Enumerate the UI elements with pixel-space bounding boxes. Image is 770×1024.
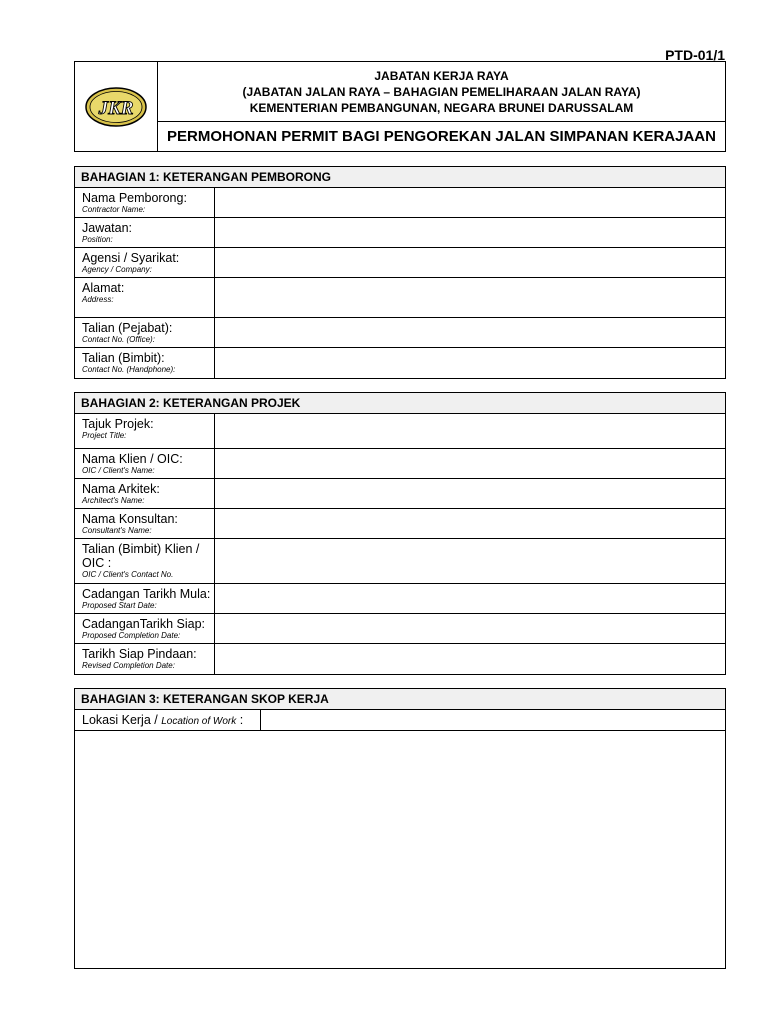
client-name-field[interactable]: [215, 449, 725, 478]
office-phone-field[interactable]: [215, 318, 725, 347]
field-label: Cadangan Tarikh Mula: Proposed Start Date:: [75, 584, 215, 613]
field-label: Talian (Pejabat): Contact No. (Office):: [75, 318, 215, 347]
start-date-field[interactable]: [215, 584, 725, 613]
logo-cell: [75, 62, 158, 151]
section-title: BAHAGIAN 3: KETERANGAN SKOP KERJA: [75, 689, 725, 710]
field-label: Jawatan: Position:: [75, 218, 215, 247]
section-work-scope: [74, 688, 726, 969]
form-row: [75, 218, 725, 248]
handphone-field[interactable]: [215, 348, 725, 378]
location-row: [75, 710, 725, 731]
field-label: Nama Konsultan: Consultant's Name:: [75, 509, 215, 538]
form-row: [75, 539, 725, 584]
form-row: [75, 509, 725, 539]
form-header: [74, 61, 726, 152]
dept-line-3: KEMENTERIAN PEMBANGUNAN, NEGARA BRUNEI DARUSSALAM: [249, 101, 634, 115]
section-project: [74, 392, 726, 675]
field-label: Talian (Bimbit): Contact No. (Handphone):: [75, 348, 215, 378]
revised-date-field[interactable]: [215, 644, 725, 674]
field-label: Nama Pemborong: Contractor Name:: [75, 188, 215, 217]
location-label: Lokasi Kerja / Location of Work :: [75, 710, 261, 730]
contractor-name-field[interactable]: [215, 188, 725, 217]
jkr-logo: [84, 84, 148, 130]
field-label: CadanganTarikh Siap: Proposed Completion Date:: [75, 614, 215, 643]
form-row: [75, 584, 725, 614]
form-title: PERMOHONAN PERMIT BAGI PENGOREKAN JALAN SIMPANAN KERAJAAN: [167, 128, 716, 145]
section-contractor: [74, 166, 726, 379]
dept-line-2: (JABATAN JALAN RAYA – BAHAGIAN PEMELIHARAAN JALAN RAYA): [242, 85, 641, 99]
dept-line-1: JABATAN KERJA RAYA: [374, 69, 509, 83]
form-row: [75, 248, 725, 278]
department-name: [158, 62, 725, 122]
form-row: [75, 188, 725, 218]
form-row: [75, 278, 725, 318]
field-label: Tajuk Projek: Project Title:: [75, 414, 215, 448]
architect-name-field[interactable]: [215, 479, 725, 508]
project-title-field[interactable]: [215, 414, 725, 448]
form-row: [75, 348, 725, 378]
consultant-name-field[interactable]: [215, 509, 725, 538]
field-label: Alamat: Address:: [75, 278, 215, 317]
location-field[interactable]: [261, 710, 725, 730]
section-title: BAHAGIAN 2: KETERANGAN PROJEK: [75, 393, 725, 414]
field-label: Talian (Bimbit) Klien / OIC : OIC / Client's Contact No.: [75, 539, 215, 583]
svg-text:JKR: JKR: [98, 98, 134, 119]
form-row: [75, 449, 725, 479]
work-scope-area[interactable]: [75, 731, 725, 968]
field-label: Nama Klien / OIC: OIC / Client's Name:: [75, 449, 215, 478]
form-row: [75, 318, 725, 348]
field-label: Tarikh Siap Pindaan: Revised Completion Date:: [75, 644, 215, 674]
agency-field[interactable]: [215, 248, 725, 277]
position-field[interactable]: [215, 218, 725, 247]
client-contact-field[interactable]: [215, 539, 725, 583]
field-label: Agensi / Syarikat: Agency / Company:: [75, 248, 215, 277]
form-row: [75, 414, 725, 449]
completion-date-field[interactable]: [215, 614, 725, 643]
form-row: [75, 644, 725, 674]
form-row: [75, 614, 725, 644]
form-row: [75, 479, 725, 509]
field-label: Nama Arkitek: Architect's Name:: [75, 479, 215, 508]
address-field[interactable]: [215, 278, 725, 317]
section-title: BAHAGIAN 1: KETERANGAN PEMBORONG: [75, 167, 725, 188]
form-reference: PTD-01/1: [665, 47, 725, 63]
